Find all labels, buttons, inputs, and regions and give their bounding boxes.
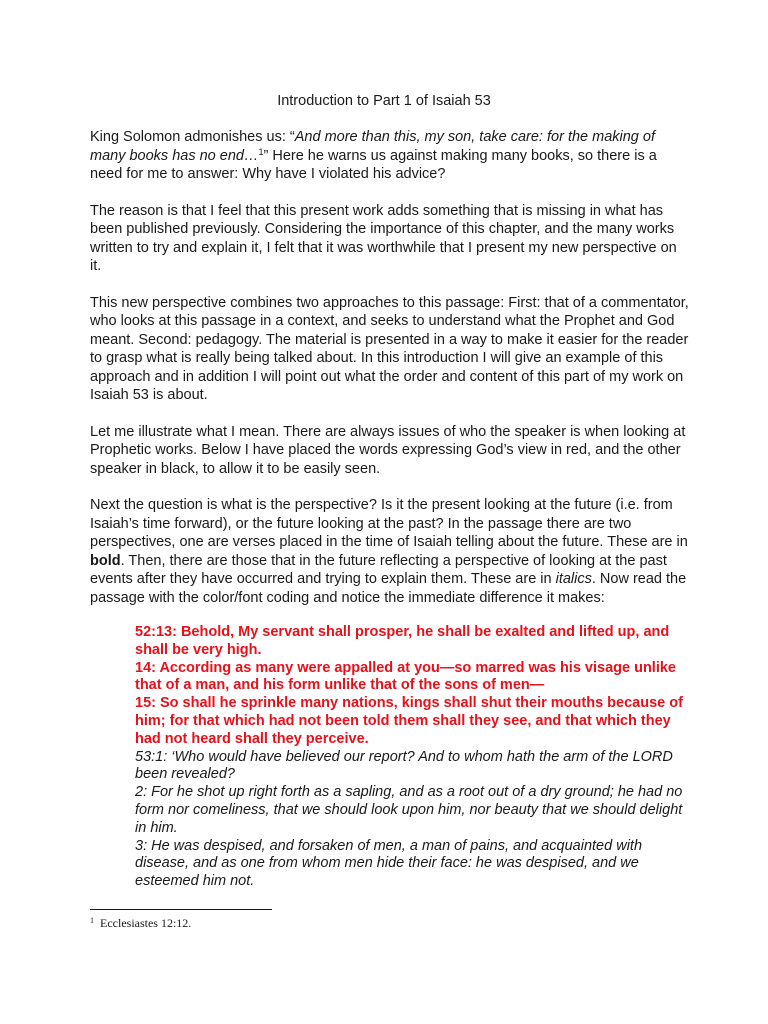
paragraph-intro bbox=[90, 128, 690, 184]
isaiah-passage bbox=[135, 624, 690, 891]
intro-text-end: ” Here he warns us against making many books, so there is a need for me to answer: Why have I violated his advice? bbox=[90, 147, 657, 182]
verse-53-3: 3: He was despised, and forsaken of men, a man of pains, and acquainted with disease, and as one from whom men hide their face: he was despised, and we esteemed him not. bbox=[135, 837, 643, 890]
bold-word: bold bbox=[90, 552, 121, 569]
question-text-b: . Then, there are those that in the future reflecting a perspective of looking at the past events after they have occurred and trying to explain them. These are in bbox=[90, 552, 667, 587]
verse-53-1: 53:1: ‘Who would have believed our report? And to whom hath the arm of the LORD been revealed? bbox=[135, 748, 673, 783]
question-text-c: . Now read the passage with the color/font coding and notice the immediate difference it makes: bbox=[90, 571, 687, 606]
paragraph-perspective: This new perspective combines two approaches to this passage: First: that of a commentator, who looks at this passage in a context, and seeks to understand what the Prophet and God meant. Second: pedagogy. The material is presented in a way to make it easier for the reader to grasp what is really being talked about. In this introduction I will give an example of this approach and in addition I will point out what the order and content of this part of my work on Isaiah 53 is about. bbox=[90, 294, 689, 403]
footnote-text: Ecclesiastes 12:12. bbox=[100, 916, 192, 930]
verse-52-15: 15: So shall he sprinkle many nations, kings shall shut their mouths because of him; for that which had not been told them shall they see, and that which they had not heard shall they perceive. bbox=[135, 695, 683, 747]
verse-52-13: 52:13: Behold, My servant shall prosper, he shall be exalted and lifted up, and shall be very high. bbox=[135, 624, 670, 658]
solomon-quote: And more than this, my son, take care: for the making of many books has no end… bbox=[90, 129, 655, 164]
italics-word: italics bbox=[555, 571, 592, 587]
verse-53-2: 2: For he shot up right forth as a sapling, and as a root out of a dry ground; he had no form nor comeliness, that we should look upon him, nor beauty that we should delight in him. bbox=[135, 784, 683, 836]
verse-52-14: 14: According as many were appalled at you—so marred was his visage unlike that of a man, and his form unlike that of the sons of men— bbox=[135, 659, 676, 694]
footnote bbox=[90, 916, 191, 931]
footnote-reference[interactable]: 1 bbox=[258, 146, 264, 157]
document-body bbox=[90, 128, 690, 891]
paragraph-illustrate: Let me illustrate what I mean. There are always issues of who the speaker is when looking at Prophetic works. Below I have placed the words expressing God’s view in red, and the other speaker in black, to allow it to be easily seen. bbox=[90, 423, 686, 477]
question-text-a: Next the question is what is the perspective? Is it the present looking at the future (i.e. from Isaiah’s time forward), or the future looking at the past? In the passage there are two perspectives, one are verses placed in the time of Isaiah telling about the future. These are in bbox=[90, 497, 688, 550]
intro-text-start: King Solomon admonishes us: “ bbox=[90, 129, 295, 145]
page-title: Introduction to Part 1 of Isaiah 53 bbox=[277, 93, 491, 109]
paragraph-question bbox=[90, 496, 690, 607]
footnote-number: 1 bbox=[90, 916, 94, 925]
paragraph-reason: The reason is that I feel that this present work adds something that is missing in what has been published previously. Considering the importance of this chapter, and the many works written to try and explain it, I felt that it was worthwhile that I present my new perspective on it. bbox=[90, 202, 677, 274]
footnote-divider bbox=[90, 909, 272, 910]
